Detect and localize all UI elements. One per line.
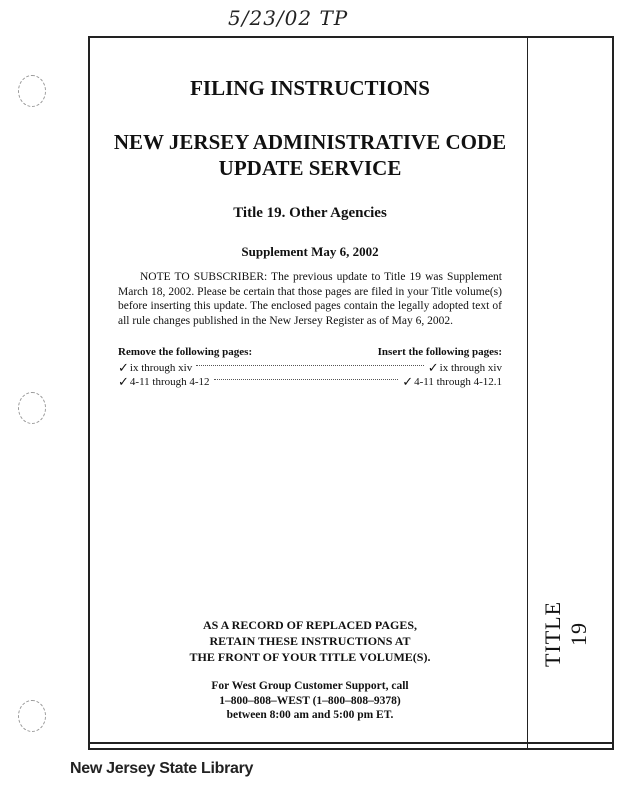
code-title-line-1: NEW JERSEY ADMINISTRATIVE CODE	[113, 130, 507, 154]
punch-hole-bottom	[18, 700, 46, 732]
insert-pages-value: ix through xiv	[439, 362, 502, 374]
supplement-date: Supplement May 6, 2002	[241, 244, 379, 259]
title-subject: Title 19. Other Agencies	[233, 205, 387, 221]
record-instructions	[100, 617, 520, 665]
page-border-bottom	[88, 742, 614, 744]
dot-leader	[196, 365, 424, 366]
record-line-1: AS A RECORD OF REPLACED PAGES,	[202, 618, 418, 632]
support-line-1: For West Group Customer Support, call	[211, 680, 409, 692]
dot-leader	[214, 379, 399, 380]
punch-hole-middle	[18, 392, 46, 424]
filing-instructions-title: FILING INSTRUCTIONS	[190, 76, 430, 100]
support-line-3: between 8:00 am and 5:00 pm ET.	[226, 709, 394, 721]
insert-pages-value: 4-11 through 4-12.1	[414, 376, 502, 388]
record-line-3: THE FRONT OF YOUR TITLE VOLUME(S).	[189, 650, 431, 664]
check-mark-icon: ✓	[118, 360, 129, 375]
code-title	[100, 129, 520, 181]
customer-support-info	[100, 679, 520, 723]
library-stamp: New Jersey State Library	[70, 760, 254, 777]
remove-pages-header: Remove the following pages:	[118, 346, 253, 358]
check-mark-icon: ✓	[118, 374, 129, 389]
insert-pages-header: Insert the following pages:	[377, 346, 502, 358]
support-line-2: 1–800–808–WEST (1–800–808–9378)	[219, 694, 401, 707]
page-row	[118, 361, 502, 375]
punch-hole-top	[18, 75, 46, 107]
check-mark-icon: ✓	[427, 360, 439, 375]
check-mark-icon: ✓	[402, 374, 414, 389]
tab-divider-line	[527, 38, 528, 748]
remove-pages-value: ix through xiv	[129, 362, 193, 374]
record-line-2: RETAIN THESE INSTRUCTIONS AT	[209, 634, 411, 648]
page-row	[118, 375, 502, 389]
code-title-line-2: UPDATE SERVICE	[218, 156, 402, 180]
remove-pages-value: 4-11 through 4-12	[129, 376, 210, 388]
tab-label: TITLE 19	[540, 600, 591, 668]
subscriber-note: NOTE TO SUBSCRIBER: The previous update to Title 19 was Supplement March 18, 2002. Please be certain that those pages are filed in your Title volume(s) before inserting this update. The enclosed pages contain the legally adopted text of all rule changes published in the New Jersey Register as of May 6, 2002.	[118, 271, 502, 327]
handwritten-date-note: 5/23/02 TP	[228, 6, 349, 30]
